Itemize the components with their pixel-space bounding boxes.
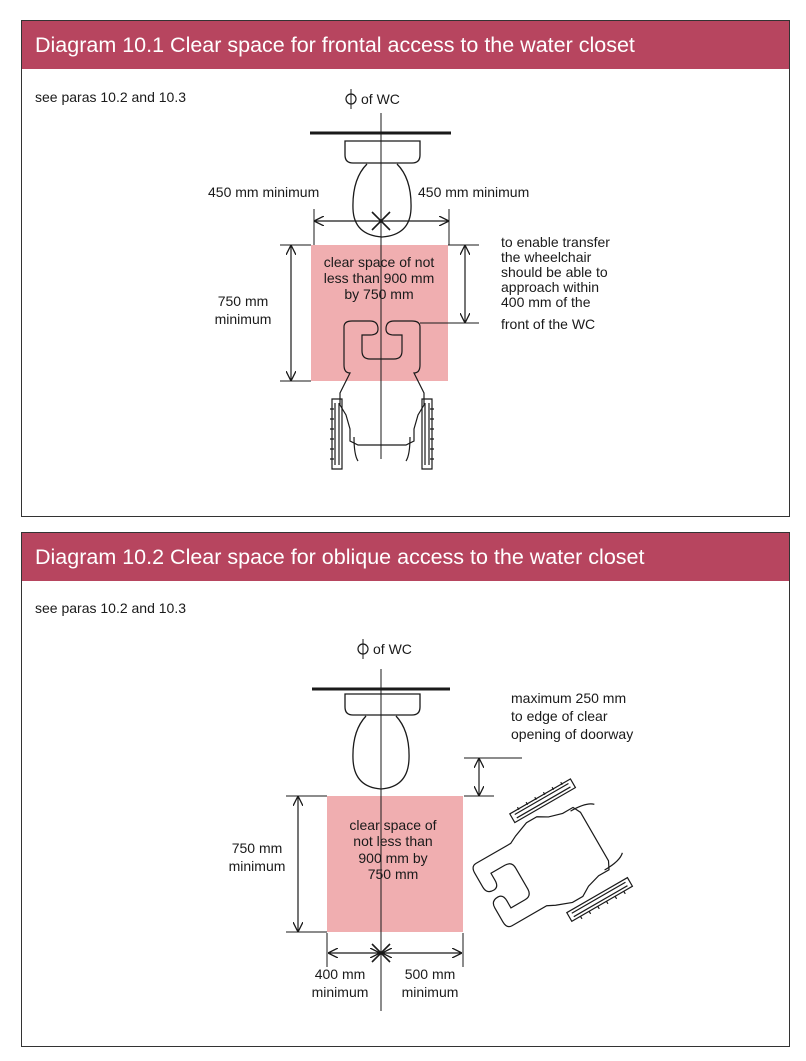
oblique-access-drawing <box>22 581 789 1046</box>
svg-text:maximum 250 mm: maximum 250 mm <box>511 690 627 706</box>
centreline-label: of WC <box>361 91 400 107</box>
svg-text:should be able to: should be able to <box>501 264 608 280</box>
svg-text:900 mm by: 900 mm by <box>358 850 428 866</box>
svg-text:minimum: minimum <box>228 858 286 874</box>
depth-label <box>229 840 286 874</box>
svg-text:minimum: minimum <box>311 984 369 1000</box>
svg-text:500 mm: 500 mm <box>404 966 456 982</box>
diagram-title: Diagram 10.1 Clear space for frontal access to the water closet <box>22 21 789 69</box>
svg-text:by 750 mm: by 750 mm <box>344 286 414 302</box>
svg-text:not less than: not less than <box>353 833 433 849</box>
svg-text:750 mm: 750 mm <box>217 293 269 309</box>
centreline-label: of WC <box>373 641 412 657</box>
svg-text:minimum: minimum <box>214 311 272 327</box>
svg-text:minimum: minimum <box>401 984 459 1000</box>
svg-text:opening of doorway: opening of doorway <box>511 726 634 742</box>
left-width-label <box>312 966 369 1000</box>
paragraph-reference: see paras 10.2 and 10.3 <box>35 89 187 105</box>
svg-text:clear space of: clear space of <box>349 817 437 833</box>
frontal-access-drawing <box>22 69 789 516</box>
doorway-note <box>511 690 633 742</box>
centreline-symbol <box>358 639 368 659</box>
transfer-note <box>501 234 610 332</box>
svg-text:less than 900 mm: less than 900 mm <box>323 270 435 286</box>
wc-pan-icon <box>345 694 420 789</box>
depth-label <box>215 293 272 327</box>
svg-text:750 mm: 750 mm <box>367 866 419 882</box>
svg-text:clear space of not: clear space of not <box>323 254 435 270</box>
right-width-label <box>402 966 459 1000</box>
right-width-label: 450 mm minimum <box>418 184 530 200</box>
svg-text:400 mm of the: 400 mm of the <box>501 294 591 310</box>
left-width-label: 450 mm minimum <box>208 184 320 200</box>
centreline-symbol <box>346 89 356 109</box>
wheelchair-icon <box>457 773 641 954</box>
svg-text:750 mm: 750 mm <box>231 840 283 856</box>
diagram-10-2-panel <box>21 532 790 1047</box>
paragraph-reference: see paras 10.2 and 10.3 <box>35 600 187 616</box>
svg-text:to enable transfer: to enable transfer <box>501 234 610 250</box>
diagram-title: Diagram 10.2 Clear space for oblique access to the water closet <box>22 533 789 581</box>
svg-text:to edge of clear: to edge of clear <box>511 708 608 724</box>
svg-text:approach within: approach within <box>501 279 600 295</box>
diagram-10-1-panel <box>21 20 790 517</box>
svg-text:front of the WC: front of the WC <box>501 316 596 332</box>
svg-text:the wheelchair: the wheelchair <box>501 249 592 265</box>
svg-text:400 mm: 400 mm <box>314 966 366 982</box>
